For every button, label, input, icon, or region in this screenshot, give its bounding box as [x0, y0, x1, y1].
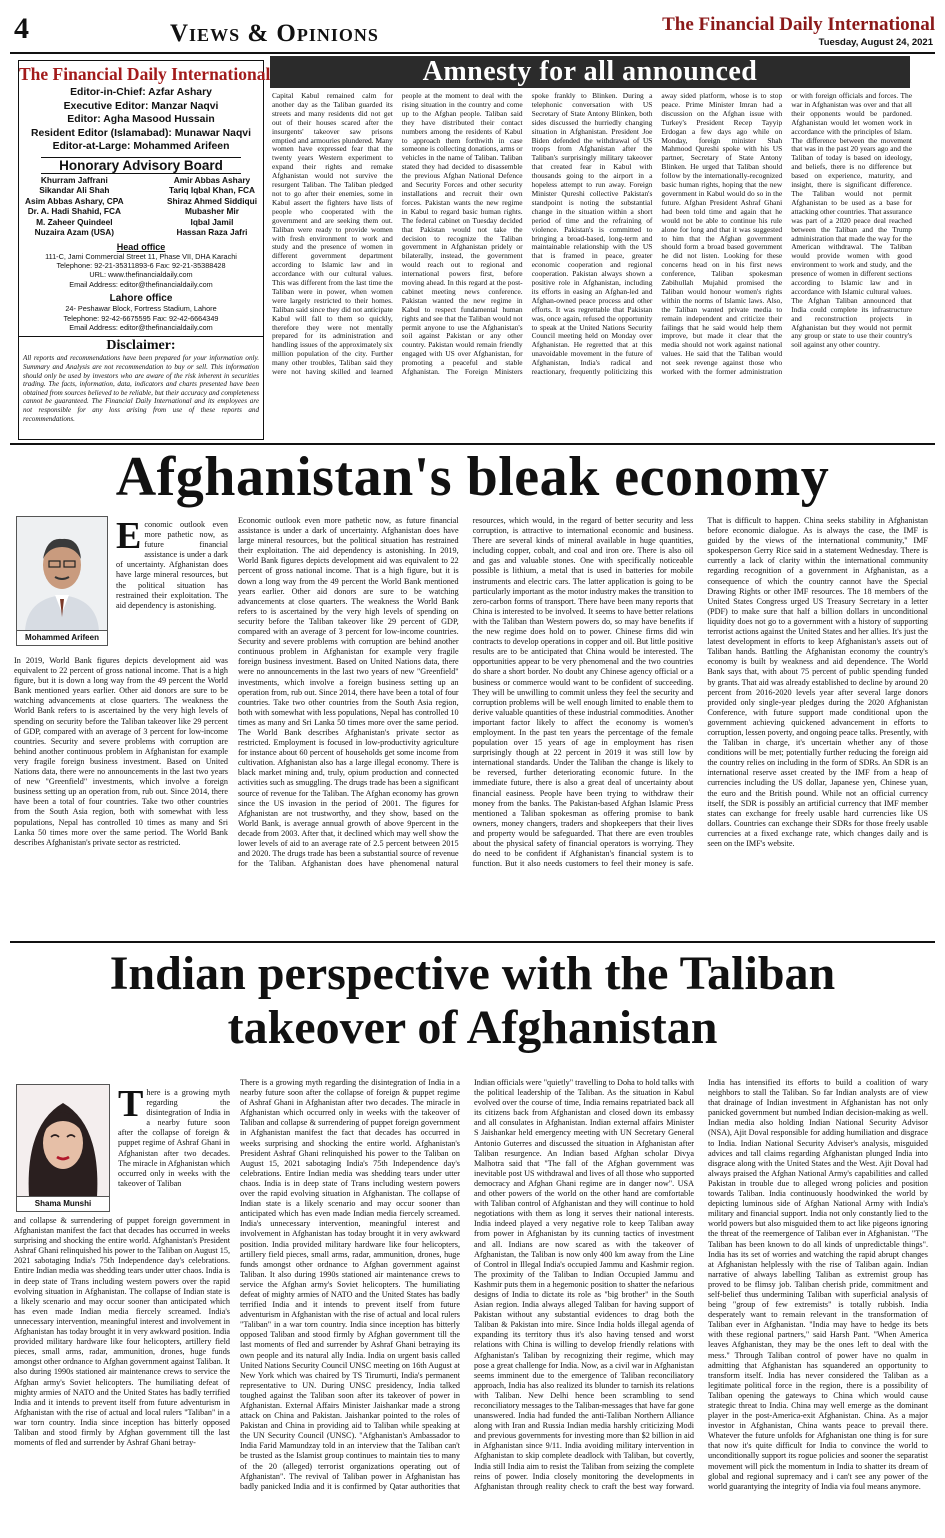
author-photo-arifeen: [16, 516, 108, 646]
page-header: [0, 0, 945, 52]
lahore-office-title: Lahore office: [109, 293, 173, 305]
disclaimer-title: Disclaimer:: [19, 336, 263, 354]
issue-date: Tuesday, August 24, 2021: [818, 37, 933, 48]
india-article-body: There is a growing myth regarding the disintegration of India in a nearby future soon after the collapse of foreign & puppet regime of Ashraf Ghani in Afghanistan after two decades. The miracle in Afghanistan which occurred only in weeks with the takeover of Taliban and collapse & surrendering of puppet foreign government in Afghanistan manifest the fact that decades has occurred in weeks surprising and shocking the entire world. Afghanistan's President Ashraf Ghani relinquished his power to the Taliban on August 15, 2021 sabotaging India's 75th Independence day's celebrations. Entire Indian media was shedding tears under utter chaos. India is in deep state of Trans including western powers over the rapid evolving situation in Afghanistan. The collapse of Indian state is a likely scenario and may occur sooner than anticipated which has even made Indian media fiercely screamed. India's unnecessary intervention, meaningful interest and involvement in Afghanistan has today brought it in very awkward position. India provided military hardware like four helicopters, artillery field pieces, small arms, radar, ammunition, drones, huge funds amongst other ordnance to Afghan government against Taliban. It also during 1990s stationed air maintenance crews to service the Afghan army's Soviet helicopters. The humiliating defeat of mighty armies of NATO and the United States has badly terrified India and it intends to prevent itself from future adventurism in Afghanistan with the rise of actual and local rulers "Taliban" in a war torn country. India since inception has bitterly opposed Taliban and stood firmly by Afghan government till the last moments of fled and surrender by Ashraf Ghani betraying its own people and its natural ally India. India on urgent basis called United Nations Security Council UNSC meeting on 16th August at New York which was chaired by TS Tirumurti, India's permanent representative to UN. During UNSC presidency, India talked toughed against the Taliban soon after its takeover of power in Afghanistan. External Affairs Minister Jaishankar made a strong attack on China and Pakistan. Jaishankar pointed to the roles of Pakistan and China in providing aid to Taliban while speaking at the UN Security Council (UNSC). "Afghanistan's Ambassador to India Farid Mamundzay told in an interview that the Taliban can't be trusted as the Islamist group continues to maintain ties to many of the 20 (alleged) terrorist organizations operating out of Afghanistan". The revival of Taliban power in Afghanistan has badly panicked India and it is confirmed by Qatar authorities that Indian officials were "quietly" travelling to Doha to hold talks with the political leadership of the Taliban. As the situation in Kabul evolved over the course of time, India remains repatriated back all its citizens back from Afghanistan and closed down its embassy and all consulates in Afghanistan. Indian external affairs Minister S Jaishankar held emergency meeting with UN Secretary General Antonio Guterres and discussed the situation in Afghanistan after Taliban resurgence. An Indian based Afghan scholar Divya Malhotra said that "The fall of the Afghan government was inevitable post US withdrawal and lives of all those who supported democracy and Afghan Ghani regime are in danger now". USA and other powers of the world on the other hand are comfortable with Taliban control of Afghanistan and they will continue to hold negotiations with them as long it serves their national interests. India indeed played a very negative role to keep Taliban away from power in Afghanistan by its cunning tactics of investment and all. Indians are now scared as with the takeover of Afghanistan, the Taliban is now only 400 km away from the Line of Control in Illegal India's occupied Jammu and Kashmir region. The proximity of the Taliban to Indian Occupied Jammu and Kashmir puts them in a hegemonic position to shatter the nefarious designs of India to dictate its role as "big brother" in the South Asian region. India always alleged Taliban for having support of Pakistan without any substantial evidences to drag both the Taliban & Pakistan into mire. Since India holds illegal agenda of expanding its territory thus it's also having tensed and worst relations with China is willing to develop friendly relations with Afghanistan's Taliban by recognizing their regime, which may pose a great challenge for India. Now, as a civil war in Afghanistan seems imminent due to the emergence of Taliban reconciliatory approach, India has also realized its blunder to tarnish its relations with Taliban. New Delhi hence been scrambling to send reconciliatory messages to the Taliban-messages that have far gone unanswered. India had funded the anti-Taliban Northern Alliance along with Iran and Russia Indian media harshly criticizing Modi and previous governments for investing more than $2 billion in aid in Afghanistan since 9/11. India avoiding military intervention in Afghanistan to skip complete deadlock with Taliban, but covertly, India still India aim to resist the Taliban from seizing the complete reins of power. India closely monitoring the developments in Afghanistan through reality check to craft the best way forward. India has intensified its efforts to build a coalition of wary neighbors to stall the Taliban. So far Indian analysts are of view that drainage of Indian investment in Afghanistan has not only panicked government but numbed Indian decision-making as well. Indian media also holding Indian National Security Advisor (NSA), Ajit Doval responsible for adding humiliation and disgrace to India. Indian National Security Adviser's analysis, misguided advices and tall claims regarding Afghanistan plunged India into disgrace along with the United States and the West. Ajit Doval had always praised the Afghan National Army's capabilities and called Pakistan in trouble due to alleged wrong policies and position towards Taliban. India continuously hoodwinked the world by depicting luminous side of Afghan National Army with India's military and financial support. India not only constantly lied to the world powers but also misguided them to act like pigeons ignoring the threat of the reemergence of Taliban ever in Afghanistan. "The Taliban has been known to do all kinds of unpredictable things". India has its set of worries and watching the rapid abrupt changes at Afghanistan helplessly with the rise of Taliban again. Indian narrative of always labelling Taliban as extremist group has proved to be flimsy job. Taliban cherish pride, commitment and self-belief thus undermining Taliban with superficial analysis of being "group of few extremists" is totally rubbish. India desperately want to remain relevant in the transformation of Taliban ever in Afghanistan. "India may have to hedge its bets with these regional partners," said Harsh Pant. "When America leaves Afghanistan, they may be the ones left to deal with the mess." Through Taliban control of power have no qualm in admitting that Afghanistan has squandered an opportunity to transform itself. India has never considered the Taliban as a legitimate political force in the region, there is a possibility of Taliban opening the gateways to China which would cause strategic threat to India. China may well emerge as the dominant player in the post-America-exit Afghanistan. China. As a major investor in Afghanistan, China wants peace to prevail there. Whatever the future unfolds for Afghanistan one thing is for sure that now it's quite difficult for India to convince the world to unconditionally support its rogue policies and sooner the separatist movement will pick the momentum in India to shatter its dream of global and regional supremacy and i can't see any power of the world guarantying the integrity of India via foul means anymore.: [240, 1078, 928, 1491]
page-number: 4: [14, 12, 29, 45]
staff-line: Editor-at-Large: Mohammed Arifeen: [52, 141, 230, 152]
advisory-member: Tariq Iqbal Khan, FCA: [168, 185, 255, 195]
india-intro-text: here is a growing myth regarding the disintegration of India in a nearby future soon after the collapse of foreign & puppet regime of Ashraf Ghani in Afghanistan after two decades. The miracle in Afghanistan which occurred only in weeks with the takeover of Taliban: [118, 1088, 230, 1188]
lahore-office-email: Email Address: editor@thefinancialdaily.com: [69, 322, 213, 332]
head-office-title: Head office: [116, 241, 166, 252]
head-office-address: 111-C, Jami Commercial Street 11, Phase VII, DHA Karachi: [45, 251, 237, 261]
staff-line: Editor: Agha Masood Hussain: [67, 114, 215, 125]
india-headline-line1: Indian perspective with the Taliban: [109, 947, 836, 1000]
masthead-box: [18, 60, 271, 440]
masthead-title: The Financial Daily International: [19, 64, 271, 84]
advisory-board: [19, 175, 263, 238]
amnesty-headline: Amnesty for all announced: [270, 56, 910, 88]
advisory-member: M. Zaheer Quindeel: [36, 216, 113, 227]
india-intro: [118, 1088, 230, 1213]
india-col-1: and collapse & surrendering of puppet foreign government in Afghanistan manifest the fact that decades has occurred in weeks surprising and shocking the entire world. Afghanistan's President Ashraf Ghani relinquished his power to the Taliban on August 15, 2021 sabotaging India's 75th Independence day's celebrations. Entire Indian media was shedding tears under utter chaos. India is in deep state of Trans including western powers over the rapid evolving situation in Afghanistan. The collapse of Indian state is a likely scenario and may occur sooner than anticipated which has even made Indian media fiercely screamed. India's unnecessary intervention, meaningful interest and involvement in Afghanistan has today brought it in very awkward position. India provided military hardware like four helicopters, artillery field pieces, small arms, radar, ammunition, drones, huge funds amongst other ordnance to Afghan government against Taliban. It also during 1990s stationed air maintenance crews to service the Afghan army's Soviet helicopters. The humiliating defeat of mighty armies of NATO and the United States has badly terrified India and it intends to prevent itself from future adventurism in Afghanistan with the rise of actual and local rulers "Taliban" in a war torn country. India since inception has bitterly opposed Taliban and stood firmly by Afghan government till the last moments of fled and surrender by Ashraf Ghani betray-: [14, 1216, 230, 1448]
advisory-member: Amir Abbas Ashary: [173, 174, 251, 185]
author-caption: Mohammed Arifeen: [17, 630, 107, 645]
advisory-member: Nuzaira Azam (USA): [34, 227, 115, 237]
lahore-office-address: 24- Peshawar Block, Fortress Stadium, Lahore: [65, 304, 217, 314]
staff-line: Editor-in-Chief: Azfar Ashary: [70, 87, 212, 98]
advisory-member: Dr. A. Hadi Shahid, FCA: [27, 206, 121, 216]
advisory-member: Khurram Jaffrani: [40, 174, 108, 185]
section-divider: [10, 941, 935, 943]
advisory-column-left: [25, 175, 124, 238]
section-divider: [10, 443, 935, 445]
portrait-icon: [17, 517, 107, 631]
economy-col-1: In 2019, World Bank figures depicts development aid was equivalent to 22 percent of gross national income. That is a high figure, but it is down a long way from the 49 percent the World Bank mentioned years earlier. Other aid donors are sure to be watching advancements at close quarters. The weakness the World Bank refers to is ascertained by the very high levels of spending on security before the Taliban takeover like 29 percent of GDP, compared with an average of 3 percent for low-income countries. Security and severe problems with corruption are behind another continuous problem in Afghanistan for example very fragile foreign business investment. Based on United Nations data, there were no announcements in the last two years of new "Greenfield" investments, which involve a foreign business setting up an operation from, rub out. Since 2014, there have been a total of four countries. Take two other countries from the South Asia region, both with somewhat with less populations, Nepal has controlled 10 times as many and Sri Lanka 50 times more over the same period. The World Bank describes Afghanistan's private sector as restricted.: [14, 656, 228, 847]
staff-line: Resident Editor (Islamabad): Munawar Naqvi: [31, 127, 251, 139]
disclaimer-text: All reports and recommendations have been prepared for your information only. Summary and Analysis are not recommendation to buy or sell. This information should only be used by investors who are aware of the risk inherent in securities trading. The facts, information, data, indicators and charts presented have been obtained from sources believed to be reliable, but their accuracy and completeness cannot be guaranteed. The Financial Daily International and its employees are not responsible for any loss arising from use of these reports and recommendations.: [23, 354, 259, 423]
india-headline-line2: takeover of Afghanistan: [227, 1001, 718, 1054]
staff-line: Executive Editor: Manzar Naqvi: [63, 100, 219, 112]
staff-list: [19, 86, 263, 154]
advisory-member: Mubasher Mir: [185, 206, 239, 216]
header-rule: [10, 52, 935, 54]
drop-cap: E: [116, 520, 142, 557]
header-paper-name: The Financial Daily International: [662, 14, 935, 35]
economy-intro-text: conomic outlook even more pathetic now, as future financial assistance is under a dark of uncertainty. Afghanistan does have large mineral resources, but the political situation has restrained their exploitation. The aid dependency is astonishing.: [116, 520, 228, 610]
portrait-icon: [17, 1085, 109, 1197]
author-caption: Shama Munshi: [17, 1196, 109, 1211]
head-office-phone: Telephone: 92-21-35311893-6 Fax: 92-21-35388428: [56, 260, 226, 270]
economy-headline: Afghanistan's bleak economy: [115, 446, 830, 508]
head-office-url: URL: www.thefinancialdaily.com: [89, 270, 193, 280]
advisory-board-title: Honorary Advisory Board: [41, 157, 241, 174]
section-title: Views & Opinions: [170, 20, 379, 47]
india-headline: [10, 947, 935, 1055]
drop-cap: T: [118, 1088, 144, 1125]
advisory-member: Shiraz Ahmed Siddiqui: [166, 195, 257, 206]
advisory-member: Sikandar Ali Shah: [39, 185, 110, 195]
author-photo-munshi: [16, 1084, 110, 1212]
economy-article-body: Economic outlook even more pathetic now, as future financial assistance is under a dark of uncertainty. Afghanistan does have large mineral resources, but the political situation has restrained their exploitation. The aid dependency is astonishing. In 2019, World Bank figures depicts development aid was equivalent to 22 percent of gross national income. That is a high figure, but it is down a long way from the 49 percent the World Bank mentioned years earlier. Other aid donors are sure to be watching advancements at close quarters. The weakness the World Bank refers to is ascertained by the very high levels of spending on security before the Taliban takeover like 29 percent of GDP, compared with an average of 3 percent for low-income countries. Security and severe problems with corruption are behind another continuous problem in Afghanistan for example very fragile foreign business investment. Based on United Nations data, there were no announcements in the last two years of new "Greenfield" investments, which involve a foreign business setting up an operation from, rub out. Since 2014, there have been a total of four countries. Take two other countries from the South Asia region, both with somewhat with less populations, Nepal has controlled 10 times as many and Sri Lanka 50 times more over the same period. The World Bank describes Afghanistan's private sector as restricted. Employment is focused in low-productivity agriculture for instance about 60 percent of households get some income from cultivation. Afghanistan also has a large illegal economy. There is black market mining and, truly, opium production and connected activities such as smuggling. The drugs trade has been a significant source of revenue for the Taliban. The Afghan economy has grown since the US invasion in the period of 2001. The figures for Afghanistan are not trustworthy, and they show, based on the World Bank, is average annual growth of above 9percent in the decade from 2003. After that, it declined which may well show the lower levels of aid to an average rate of 2.5 percent between 2015 and 2020. The drugs trade has been a substantial source of revenue for the Taliban. Afghanistan does have phenomenal natural resources, which would, in the regard of better security and less corruption, is attractive to international economic and business. There are several kinds of mineral available in huge quantities, including copper, cobalt, and coal and iron ore. There is also oil and gas and valuable stones. One with specifically noticeable possible is lithium, a metal that is used in batteries for mobile instruments and electric cars. The latter application is going to be particularly important as the motor industry makes the transition to zero-carbon forms of transport. There have been many reports that China is interested to be involved. It seems to have better relations with the Taliban than Western powers do, so may have benefits if the new regime does hold on to power. Chinese firms did win contracts to develop operations in copper and oil. But little positive results are to be anticipated that China would be interested. The opportunities appear to be very phenomenal and the two countries do share a short border. No doubt any Chinese agency official or a business or commerce would want to be confident of succeeding. They will be unwilling to commit unless they feel the security and corruption problems will be well enough limited to enable them to derive valuable quantities of these industrial commodities. Another important factor likely to affect the economy is women's employment. In the past ten years the percentage of the female population over 15 years of age in employment has risen surprisingly though at 22 percent in 2019 it was still low by international standards. Under the Taliban the change is likely to be reversed, further deteriorating economic future. In the immediate future, there is also a great deal of uncertainty about financial easiness. People have been trying to withdraw their money from the banks. The Pakistan-based Afghan Islamic Press mentioned a Taliban spokesman as offering promise to bank owners, money changers, traders and shopkeepers that their lives and property would be safeguarded. That there are even troubles about the physical safety of financial operators is worrying. They do need to be confident if Afghanistan's financial system is to function. But it also needs customers to feel their money is safe. That is difficult to happen. China seeks stability in Afghanistan before economic dialogue. As is always the case, the IMF is guided by the views of the international community," IMF spokesperson Gerry Rice said in a statement Wednesday. There is currently a lack of clarity within the international community regarding recognition of a government in Afghanistan, as a consequence of which the country cannot have the Special Drawing Rights or other IMF resources. The 18 members of the United States Congress urged US Treasury Secretary in a letter (PDF) to make sure that half a billion dollars in unconditional liquidity does not go to a government with a history of supporting terrorist actions against the United States and her allies. It's just the latest development in efforts to keep Afghanistan's assets out of Taliban hands. Battling the Afghanistan economy the country's economy is built by weakness and aid dependence. The World Bank says that, with about 75 percent of public spending funded by grants. That aid was already established to decline by around 20 percent from 2016-2020 levels year after several large donors provided only single-year pledges during the 2020 Afghanistan Conference, with future support made conditional upon the government achieving quickened advancement in efforts to corruption, lessen poverty, and ongoing peace talks. Presently, with the Taliban in charge, it's uncertain whether any of those conditions will be met; potentially further reducing the foreign aid the country relies on including in the form of SDRs. An SDR is an international reserve asset created by the IMF from a heap of currencies including the US dollar, Japanese yen, Chinese yuan, the euro and the British pound. While not an official currency itself, the SDR is possibly an artificial currency that IMF member states can exchange for freely usable hard currencies like US dollars. Countries can exchange their SDRs for those freely usable currencies at a fixed exchange rate, which changes daily and is seen on the IMF's website.: [238, 516, 928, 869]
lahore-office-phone: Telephone: 92-42-6675595 Fax: 92-42-6664349: [63, 313, 219, 323]
economy-intro: [116, 520, 228, 654]
amnesty-article-body: Capital Kabul remained calm for another day as the Taliban guarded its streets and many residents did not get out of their houses scared after the insurgents' takeover saw prisons emptied and armouries plundered. Many women have expressed fear that the twenty years Western experiment to expand their rights and remake Afghanistan would not survive the resurgent Taliban. The Taliban pledged not to go after their enemies, some in Kabul assert the fighters have lists of people who cooperated with the government and are seeking them out. Taliban were ready to provide women with fresh environment to work and study and the presence of women in different government department according to Islamic law and in accordance with our cultural values. This was different from the last time the Taliban were in power, when women were largely restricted to their homes. Taliban said since they did not anticipate Kabul will fall to them so quickly, therefore they were not mentally prepared for its administration and handling issues of the approximately six million population of the city. Further many other troubles, Taliban said they were not having skilled and learned people at the moment to deal with the rising situation in the country and come up to the Afghan people. Taliban said they have distributed their contact numbers among the residents of Kabul to approach them forthwith in case someone is collecting donations, arms or vehicles in the name of Taliban. Taliban stated they had decided to disassemble the previous Afghan National Defence and Security Forces and other security installations and recruit their own forces. Pakistan wants the new regime in Kabul to regard basic human rights. The federal cabinet on Tuesday decided that Pakistan would not take the decision to recognize the Taliban government in Afghanistan pridely or bilaterally, instead, the government would reach out to regional and international powers first, before moving ahead. In this regard at the post-cabinet meeting news conference. Pakistan wanted the new regime in Kabul to respect fundamental human rights and see that the Taliban would not permit anyone to use the Afghanistan's soil against Pakistan or any other country. Pakistan would remain friendly engaged with US over Afghanistan, for promoting a peaceful and stable Afghanistan. The Foreign Ministers spoke frankly to Blinken. During a telephonic conversation with US Secretary of State Antony Blinken, both sides discussed the hurriedly changing situation in Afghanistan. President Joe Biden defended the withdrawal of US troops from Afghanistan after the Taliban's surprisingly military takeover that created fear in Kabul with thousands going to the airport in a hopeless attempt to run away. Foreign Minister Qureshi collective Pakistan's standpoint is noting the substantial change in the situation within a short period of time and the refraining of violence. Pakistan's is committed to bringing a broad-based, long-term and maintainable relationship with the US that is framed in peace, greater economic cooperation and regional cooperation. Pakistan always shown a positive role in Afghanistan, including its efforts in easing an Afghan-led and Afghan-owned peace process and other efforts. It was regrettable that Pakistan was, once again, refused the opportunity to speak at the United Nations Security Council meeting held on Monday over Afghanistan. He regretted that at this unavoidable movement in the future of Afghanistan, India's radical and reactionary, frequently politicizing this away sided platform, whose is to stop peace. Prime Minister Imran had a discussion on the Afghan issue with Turkey's President Recep Tayyip Erdogan a few days ago while on Monday, foreign minister Shah Mahmood Qureshi spoke with his US partner, Secretary of State Antony Blinken. He urged that Taliban should follow by the internationally-recognized basic human rights, hoping that the new government in Kabul would do so in the future. Afghan President Ashraf Ghani had been told time and again that he would not be able to continue his rule alone for long and that it was suggested to him that the Afghan government should form a broad based government he did not listen. Looking for these concerns head on in his first news conference, Taliban spokesman Zabihullah Mujahid promised the Taliban would honour women's rights within the norms of Islamic laws. Also, the Taliban wanted private media to remain independent and criticize their failings that he said would help them improve, but made it clear that the media should not work against national values. He said that the Taliban would not seek revenge against those who worked with the former administration or with foreign officials and forces. The war in Afghanistan was over and that all their opponents would be pardoned. Afghanistan would let women work in accordance with the principles of Islam. The difference between the movement that was in the past 20 years ago and the Taliban of today is based on ideology, and beliefs, there is no difference but based on experience, maturity, and insight, there is significant difference. The Taliban would not permit Afghanistan to be used as a base for attacking other countries. That assurance was part of a 2020 peace deal reached between the Taliban and the Trump administration that made the way for the American withdrawal. The Taliban would provide women with good environment to work and study, and the presence of women in different sections according to Islamic law and in accordance with Islamic cultural values. The Afghan Taliban announced that India could complete its infrastructure and reconstruction projects in Afghanistan but they would not permit any group or state to use their country's soil against any other country.: [272, 92, 912, 377]
advisory-member: Asim Abbas Ashary, CPA: [25, 195, 124, 206]
advisory-column-right: [167, 175, 257, 238]
head-office-email: Email Address: editor@thefinancialdaily.com: [69, 279, 213, 289]
advisory-member: Hassan Raza Jafri: [176, 227, 248, 237]
advisory-member: Iqbal Jamil: [190, 216, 234, 227]
